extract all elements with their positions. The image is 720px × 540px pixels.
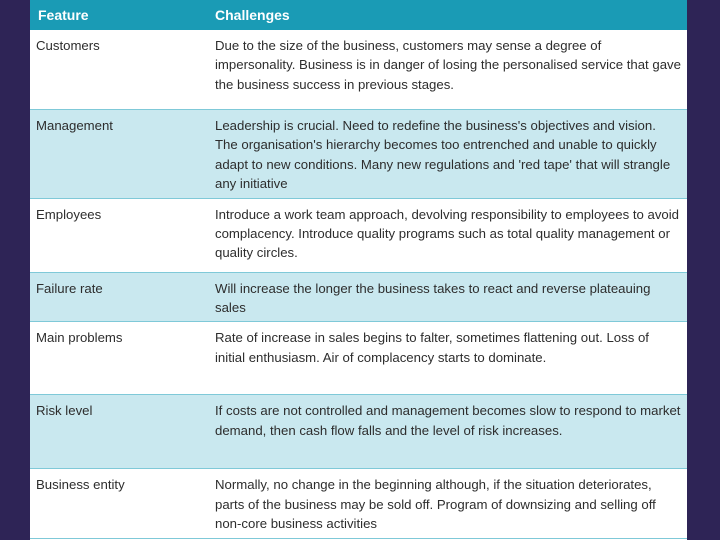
table-row <box>30 30 687 110</box>
challenge-cell: Due to the size of the business, customers may sense a degree of impersonality. Business is in danger of losing the personalised service that gave the business success in previous stages. <box>207 30 687 110</box>
table-row <box>30 469 687 538</box>
feature-cell: Business entity <box>30 469 207 538</box>
feature-cell: Management <box>30 110 207 199</box>
feature-cell: Customers <box>30 30 207 110</box>
feature-cell: Failure rate <box>30 272 207 322</box>
table-row <box>30 395 687 469</box>
feature-cell: Main problems <box>30 322 207 395</box>
challenge-cell: Will increase the longer the business takes to react and reverse plateauing sales <box>207 272 687 322</box>
features-table-panel <box>30 0 687 540</box>
challenge-cell: Introduce a work team approach, devolving responsibility to employees to avoid complacency. Introduce quality programs such as total quality management or quality circles. <box>207 198 687 272</box>
table-row <box>30 322 687 395</box>
challenge-cell: Leadership is crucial. Need to redefine the business's objectives and vision. The organisation's hierarchy becomes too entrenched and unable to quickly adapt to new conditions. Many new regulations and 'red tape' that will strangle any initiative <box>207 110 687 199</box>
table-row <box>30 110 687 199</box>
features-challenges-table <box>30 0 687 539</box>
header-feature: Feature <box>30 0 207 30</box>
feature-cell: Risk level <box>30 395 207 469</box>
table-row <box>30 198 687 272</box>
challenge-cell: Normally, no change in the beginning although, if the situation deteriorates, parts of the business may be sold off. Program of downsizing and selling off non-core business activities <box>207 469 687 538</box>
table-row <box>30 272 687 322</box>
table-header-row <box>30 0 687 30</box>
challenge-cell: Rate of increase in sales begins to falter, sometimes flattening out. Loss of initial enthusiasm. Air of complacency starts to dominate. <box>207 322 687 395</box>
feature-cell: Employees <box>30 198 207 272</box>
challenge-cell: If costs are not controlled and management becomes slow to respond to market demand, then cash flow falls and the level of risk increases. <box>207 395 687 469</box>
header-challenges: Challenges <box>207 0 687 30</box>
